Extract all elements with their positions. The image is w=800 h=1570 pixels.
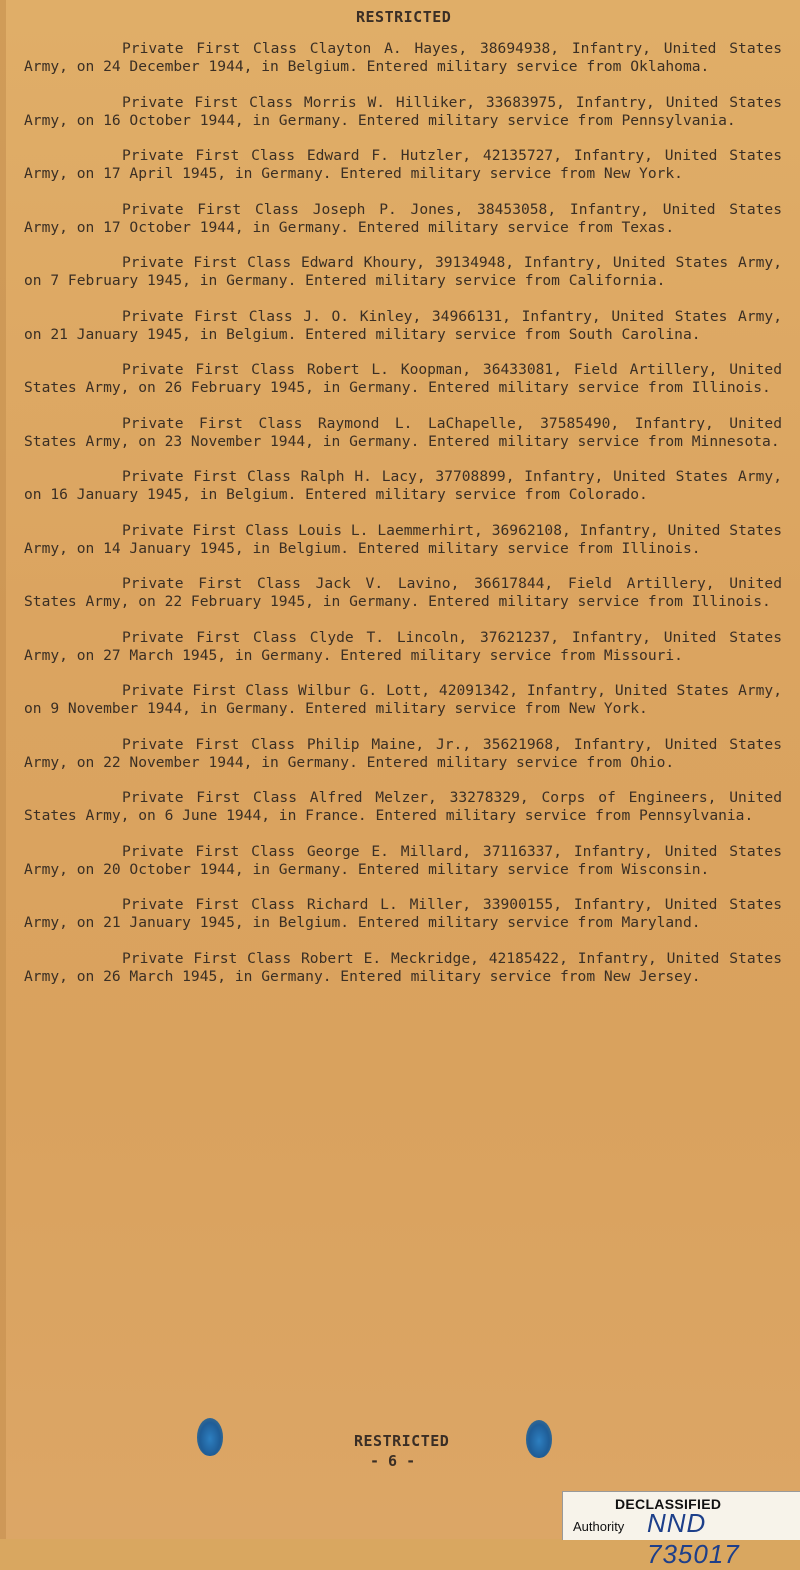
entry-paragraph: Private First Class Joseph P. Jones, 38453058, Infantry, United States Army, on 17 October 1944, in Germany. Entered military service from Texas. bbox=[24, 200, 782, 236]
declassified-stamp bbox=[562, 1491, 800, 1569]
entry-paragraph: Private First Class Robert E. Meckridge, 42185422, Infantry, United States Army, on 26 March 1945, in Germany. Entered military service from New Jersey. bbox=[24, 949, 782, 985]
entry-paragraph: Private First Class Clayton A. Hayes, 38694938, Infantry, United States Army, on 24 December 1944, in Belgium. Entered military service from Oklahoma. bbox=[24, 40, 782, 75]
entry-paragraph: Private First Class George E. Millard, 37116337, Infantry, United States Army, on 20 October 1944, in Germany. Entered military service from Wisconsin. bbox=[24, 842, 782, 878]
entry-paragraph: Private First Class Morris W. Hilliker, 33683975, Infantry, United States Army, on 16 October 1944, in Germany. Entered military service from Pennsylvania. bbox=[24, 93, 782, 129]
page-number: - 6 - bbox=[370, 1452, 416, 1470]
entry-paragraph: Private First Class Robert L. Koopman, 36433081, Field Artillery, United States Army, on 26 February 1945, in Germany. Entered military service from Illinois. bbox=[24, 361, 782, 396]
page-edge bbox=[0, 0, 6, 1539]
entry-paragraph: Private First Class Alfred Melzer, 33278329, Corps of Engineers, United States Army, on 6 June 1944, in France. Entered military service from Pennsylvania. bbox=[24, 789, 782, 824]
punch-hole bbox=[197, 1418, 223, 1456]
entry-paragraph: Private First Class Wilbur G. Lott, 42091342, Infantry, United States Army, on 9 November 1944, in Germany. Entered military service from New York. bbox=[24, 682, 782, 717]
entry-paragraph: Private First Class J. O. Kinley, 34966131, Infantry, United States Army, on 21 January 1945, in Belgium. Entered military service from South Carolina. bbox=[24, 307, 782, 343]
classification-header: RESTRICTED bbox=[356, 8, 452, 26]
entry-paragraph: Private First Class Philip Maine, Jr., 35621968, Infantry, United States Army, on 22 November 1944, in Germany. Entered military service from Ohio. bbox=[24, 735, 782, 771]
stamp-authority-value: NND 735017 bbox=[647, 1508, 740, 1569]
entry-paragraph: Private First Class Edward Khoury, 39134948, Infantry, United States Army, on 7 February 1945, in Germany. Entered military service from California. bbox=[24, 254, 782, 289]
classification-footer: RESTRICTED bbox=[354, 1432, 450, 1450]
entry-paragraph: Private First Class Ralph H. Lacy, 37708899, Infantry, United States Army, on 16 January 1945, in Belgium. Entered military service from Colorado. bbox=[24, 468, 782, 503]
entry-paragraph: Private First Class Richard L. Miller, 33900155, Infantry, United States Army, on 21 January 1945, in Belgium. Entered military service from Maryland. bbox=[24, 896, 782, 931]
entry-paragraph: Private First Class Louis L. Laemmerhirt, 36962108, Infantry, United States Army, on 14 January 1945, in Belgium. Entered military service from Illinois. bbox=[24, 521, 782, 557]
entry-paragraph: Private First Class Jack V. Lavino, 36617844, Field Artillery, United States Army, on 22 February 1945, in Germany. Entered military service from Illinois. bbox=[24, 575, 782, 610]
casualty-entries bbox=[24, 40, 782, 1003]
entry-paragraph: Private First Class Clyde T. Lincoln, 37621237, Infantry, United States Army, on 27 March 1945, in Germany. Entered military service from Missouri. bbox=[24, 628, 782, 664]
stamp-authority-label: Authority bbox=[573, 1519, 625, 1534]
entry-paragraph: Private First Class Edward F. Hutzler, 42135727, Infantry, United States Army, on 17 April 1945, in Germany. Entered military service from New York. bbox=[24, 147, 782, 182]
punch-hole bbox=[526, 1420, 552, 1458]
stamp-title: DECLASSIFIED bbox=[615, 1496, 722, 1512]
entry-paragraph: Private First Class Raymond L. LaChapelle, 37585490, Infantry, United States Army, on 23 November 1944, in Germany. Entered military service from Minnesota. bbox=[24, 414, 782, 450]
